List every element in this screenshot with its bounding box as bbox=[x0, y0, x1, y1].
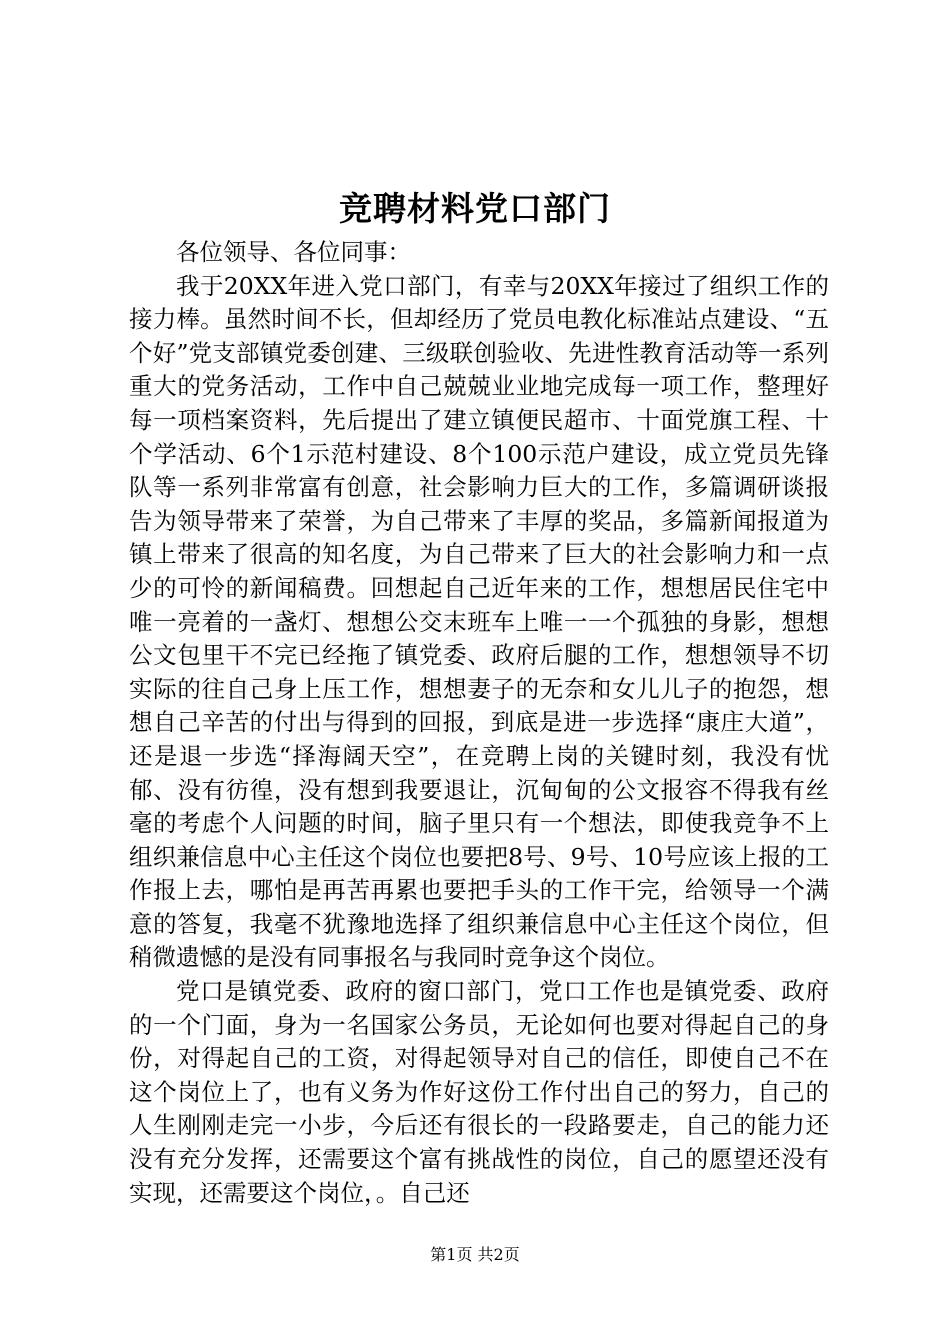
document-body bbox=[129, 236, 829, 1210]
page-number-footer: 第1页 共2页 bbox=[430, 1245, 520, 1264]
document-title: 竞聘材料党口部门 bbox=[339, 189, 611, 228]
salutation: 各位领导、各位同事： bbox=[176, 238, 411, 266]
paragraph-2: 党口是镇党委、政府的窗口部门，党口工作也是镇党委、政府的一个门面，身为一名国家公务员，无论如何也要对得起自己的身份，对得起自己的工资，对得起领导对自己的信任，即使自己不在这个岗位上了，也有义务为作好这份工作付出自己的努力，自己的人生刚刚走完一小步，今后还有很长的一段路要走，自己的能力还没有充分发挥，还需要这个富有挑战性的岗位，自己的愿望还没有实现，还需要这个岗位，。自己还 bbox=[129, 977, 829, 1207]
paragraph-1: 我于20XX年进入党口部门，有幸与20XX年接过了组织工作的接力棒。虽然时间不长，但却经历了党员电教化标准站点建设、“五个好”党支部镇党委创建、三级联创验收、先进性教育活动等一系列重大的党务活动，工作中自己兢兢业业地完成每一项工作，整理好每一项档案资料，先后提出了建立镇便民超市、十面党旗工程、十个学活动、6个1示范村建设、8个100示范户建设，成立党员先锋队等一系列非常富有创意，社会影响力巨大的工作，多篇调研谈报告为领导带来了荣誉，为自己带来了丰厚的奖品，多篇新闻报道为镇上带来了很高的知名度，为自己带来了巨大的社会影响力和一点少的可怜的新闻稿费。回想起自己近年来的工作，想想居民住宅中唯一亮着的一盏灯、想想公交末班车上唯一一个孤独的身影，想想公文包里干不完已经拖了镇党委、政府后腿的工作，想想领导不切实际的往自己身上压工作，想想妻子的无奈和女儿儿子的抱怨，想想自己辛苦的付出与得到的回报，到底是进一步选择“康庄大道”，还是退一步选“择海阔天空”，在竞聘上岗的关键时刻，我没有忧郁、没有彷徨，没有想到我要退让，沉甸甸的公文报容不得我有丝毫的考虑个人问题的时间，脑子里只有一个想法，即使我竞争不上组织兼信息中心主任这个岗位也要把8号、9号、10号应该上报的工作报上去，哪怕是再苦再累也要把手头的工作干完，给领导一个满意的答复，我毫不犹豫地选择了组织兼信息中心主任这个岗位，但稍微遗憾的是没有同事报名与我同时竞争这个岗位。 bbox=[129, 271, 829, 972]
